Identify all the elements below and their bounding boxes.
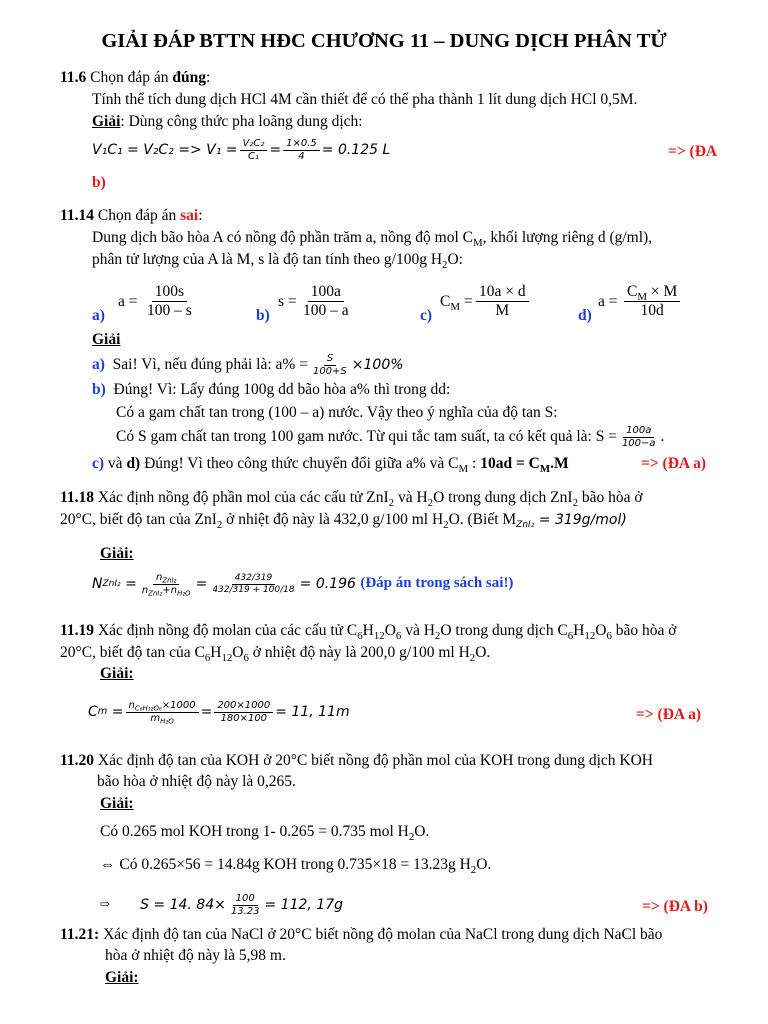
keyword: sai [180, 207, 199, 224]
answer-label: => (ĐA a) [636, 706, 702, 723]
fraction: $\frac{C_M \times M}{10d}$ [624, 283, 680, 320]
question-number: 11.21: [60, 926, 100, 943]
solution-line: Có 0.265 mol KOH trong 1- 0.265 = 0.735 mol $H_2O$. [100, 823, 430, 843]
question-11-20-line1: 11.20 Xác định độ tan của KOH ở 20°C biết nồng độ phần mol của KOH trong dung dịch KOH [60, 752, 653, 769]
note: (Đáp án trong sách sai!) [360, 575, 514, 592]
answer-label: => (ĐA a) [641, 455, 707, 472]
fraction: $\frac{S}{100+S}$ [312, 353, 347, 377]
question-number: 11.18 [60, 489, 95, 506]
arrow-icon: ⇨ [100, 897, 111, 912]
solution-b-line2: Có a gam chất tan trong (100 – a) nước. Vậy theo ý nghĩa của độ tan S: [116, 404, 558, 421]
solution-a: a) Sai! Vì, nếu đúng phải là: a% = $\frac{S}{100+S}$ ×100% [92, 353, 404, 377]
question-11-21-line2: hòa ở nhiệt độ này là 5,98 m. [105, 947, 286, 964]
fraction: $\frac{10a \times d}{M}$ [476, 283, 529, 320]
question-11-18-line1: 11.18 Xác định nồng độ phần mol của các cấu tử ZnI$_2$ và $H_2O$ trong dung dịch ZnI$_2$ bão hòa ở [60, 489, 643, 509]
solution-c-d: c) và d) Đúng! Vì theo công thức chuyển đổi giữa a% và $C_M$ : $10ad = C_M.M$ [92, 455, 569, 475]
fraction: $\frac{100a}{100 - a}$ [303, 283, 349, 319]
solution-line: ⇔ Có 0.265×56 = 14.84g KOH trong 0.735×18 = 13.23g $H_2O$. [100, 856, 492, 876]
giai-label: Giải: [100, 665, 134, 682]
page-title: GIẢI ĐÁP BTTN HĐC CHƯƠNG 11 – DUNG DỊCH PHÂN TỬ [101, 30, 667, 52]
fraction: $\frac{n_{C_6H_{12}O_6}\times 1000}{m_{H_2O}}$ [126, 700, 199, 724]
answer-label: => (ĐA [668, 143, 718, 160]
question-11-6-header: 11.6 Chọn đáp án đúng: [60, 69, 211, 86]
giai-label: Giải [92, 113, 121, 130]
solubility-formula: ⇨ S = 14. 84× $\frac{100}{13.23}$ = 112, 17g [100, 893, 343, 917]
giai-label: Giải [92, 331, 121, 348]
mole-fraction-formula: N ZnI₂ = $\frac{n_{ZnI_2}}{n_{ZnI_2}+n_{H_2O}}$ = $\frac{432/319}{432/319 + 100/18}$ = 0.196 (Đáp án trong sách sai!) [92, 572, 514, 597]
question-11-21-line1: 11.21: Xác định độ tan của NaCl ở 20°C biết nồng độ molan của NaCl trong dung dịch NaCl bão [60, 926, 663, 943]
question-11-14-header: 11.14 Chọn đáp án sai: [60, 207, 203, 224]
question-11-19-line2: 20°C, biết độ tan của $C_6H_{12}O_6$ ở nhiệt độ này là 200,0 g/100 ml $H_2O$. [60, 644, 491, 664]
solution-intro: Giải: Dùng công thức pha loãng dung dịch: [92, 113, 363, 130]
fraction: $\frac{200\times 1000}{180\times 100}$ [214, 700, 273, 724]
fraction: $\frac{432/319}{432/319 + 100/18}$ [212, 573, 295, 595]
fraction: $\frac{100}{13.23}$ [230, 893, 260, 917]
giai-label: Giải: [105, 969, 139, 986]
solution-b: b) Đúng! Vì: Lấy đúng 100g dd bão hòa a% thì trong dd: [92, 381, 451, 398]
answer-label: => (ĐA b) [642, 898, 708, 915]
question-text: Dung dịch bão hòa A có nồng độ phần trăm a, nồng độ mol $C_M$, khối lượng riêng d (g/ml), [92, 229, 653, 249]
keyword: đúng [172, 69, 207, 86]
fraction: $\frac{100a}{100-a}$ [621, 425, 656, 449]
question-text: Tính thể tích dung dịch HCl 4M cần thiết để có thể pha thành 1 lít dung dịch HCl 0,5M. [92, 91, 638, 108]
giai-label: Giải: [100, 545, 134, 562]
solution-b-line3: Có S gam chất tan trong 100 gam nước. Từ qui tắc tam suất, ta có kết quả là: S = $\frac{100a}{100-a}$ . [116, 425, 665, 449]
fraction: $\frac{n_{ZnI_2}}{n_{ZnI_2}+n_{H_2O}}$ [141, 572, 191, 597]
question-number: 11.19 [60, 622, 95, 639]
dilution-formula: V₁C₁ = V₂C₂ => V₁ = $\frac{\text{V₂C₂}}{\text{C₁}}$ = $\frac{1\times 0.5}{4}$ = 0.125 L [92, 138, 391, 162]
question-11-20-line2: bão hòa ở nhiệt độ này là 0,265. [97, 773, 296, 790]
answer-label-cont: b) [92, 174, 106, 191]
question-number: 11.20 [60, 752, 95, 769]
fraction: $\frac{100s}{100 - s}$ [147, 283, 192, 319]
molality-formula: C m = $\frac{n_{C_6H_{12}O_6}\times 1000}{m_{H_2O}}$ = $\frac{200\times 1000}{180\times 100}$ = 11, 11m [88, 700, 350, 725]
question-number: 11.6 [60, 69, 87, 86]
fraction: $\frac{1\times 0.5}{4}$ [283, 138, 320, 162]
question-number: 11.14 [60, 207, 95, 224]
question-11-19-line1: 11.19 Xác định nồng độ molan của các cấu tử $C_6H_{12}O_6$ và $H_2O$ trong dung dịch $C_6H_{12}O_6$ bão hòa ở [60, 622, 677, 642]
fraction: $\frac{\text{V₂C₂}}{\text{C₁}}$ [240, 138, 268, 162]
question-11-18-line2: 20°C, biết độ tan của ZnI$_2$ ở nhiệt độ này là 432,0 g/100 ml $H_2O$. (Biết $M_{ZnI_2} = 319g/mol$) [60, 511, 627, 531]
giai-label: Giải: [100, 795, 134, 812]
question-text: phân tử lượng của A là M, s là độ tan tính theo g/100g $H_2O$: [92, 251, 463, 271]
